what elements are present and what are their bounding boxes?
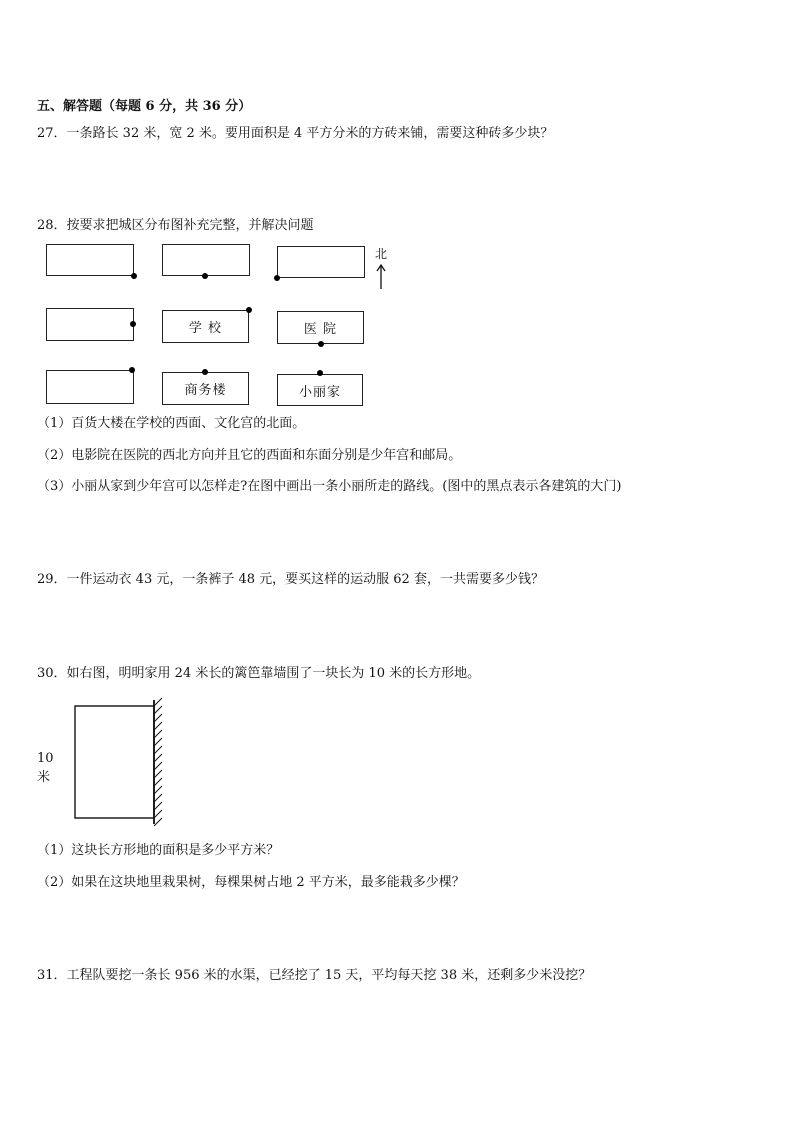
xiaoli-home-label: 小丽家 <box>298 384 341 400</box>
question-28-sub3: （3）小丽从家到少年宫可以怎样走?在图中画出一条小丽所走的路线。(图中的黑点表示各建筑的大门) <box>37 479 622 494</box>
hospital-label: 医 院 <box>303 322 338 337</box>
gate-dot <box>246 307 252 313</box>
gate-dot <box>202 273 208 279</box>
question-30-sub1: （1）这块长方形地的面积是多少平方米？ <box>37 843 280 858</box>
gate-dot <box>130 321 136 327</box>
question-29: 29．一件运动衣 43 元，一条裤子 48 元，要买这样的运动服 62 套，一共需要多少钱？ <box>37 572 544 587</box>
figure-label-10m: 10米 <box>37 751 54 785</box>
business-label: 商务楼 <box>184 383 227 398</box>
gate-dot <box>131 273 137 279</box>
map-box-empty <box>46 370 134 404</box>
question-31: 31．工程队要挖一条长 956 米的水渠，已经挖了 15 天，平均每天挖 38 米，还剩多少米没挖？ <box>37 968 592 983</box>
map-box-empty <box>46 308 134 341</box>
fence-rectangle <box>70 696 170 828</box>
map-box-hospital <box>277 311 364 344</box>
map-box-business <box>162 372 249 405</box>
question-28: 28．按要求把城区分布图补充完整，并解决问题 <box>37 218 314 233</box>
north-arrow-icon <box>374 262 388 290</box>
map-box-school <box>162 310 249 343</box>
gate-dot <box>202 369 208 375</box>
gate-dot <box>317 370 323 376</box>
map-box-xiaoli-home <box>277 374 363 406</box>
section-heading: 五、解答题（每题 6 分，共 36 分） <box>37 99 252 114</box>
gate-dot <box>129 367 135 373</box>
question-27: 27．一条路长 32 米，宽 2 米。要用面积是 4 平方分米的方砖来铺，需要这种砖多少块？ <box>37 126 554 141</box>
map-box-empty <box>277 246 365 278</box>
school-label: 学 校 <box>188 321 223 336</box>
gate-dot <box>274 275 280 281</box>
north-label: 北 <box>375 247 388 261</box>
map-box-empty <box>162 244 250 276</box>
question-30: 30．如右图，明明家用 24 米长的篱笆靠墙围了一块长为 10 米的长方形地。 <box>37 666 481 681</box>
map-box-empty <box>46 244 134 276</box>
question-30-sub2: （2）如果在这块地里栽果树，每棵果树占地 2 平方米，最多能栽多少棵？ <box>37 875 465 890</box>
question-28-sub1: （1）百货大楼在学校的西面、文化宫的北面。 <box>37 416 306 431</box>
question-28-sub2: （2）电影院在医院的西北方向并且它的西面和东面分别是少年宫和邮局。 <box>37 448 462 463</box>
gate-dot <box>318 341 324 347</box>
